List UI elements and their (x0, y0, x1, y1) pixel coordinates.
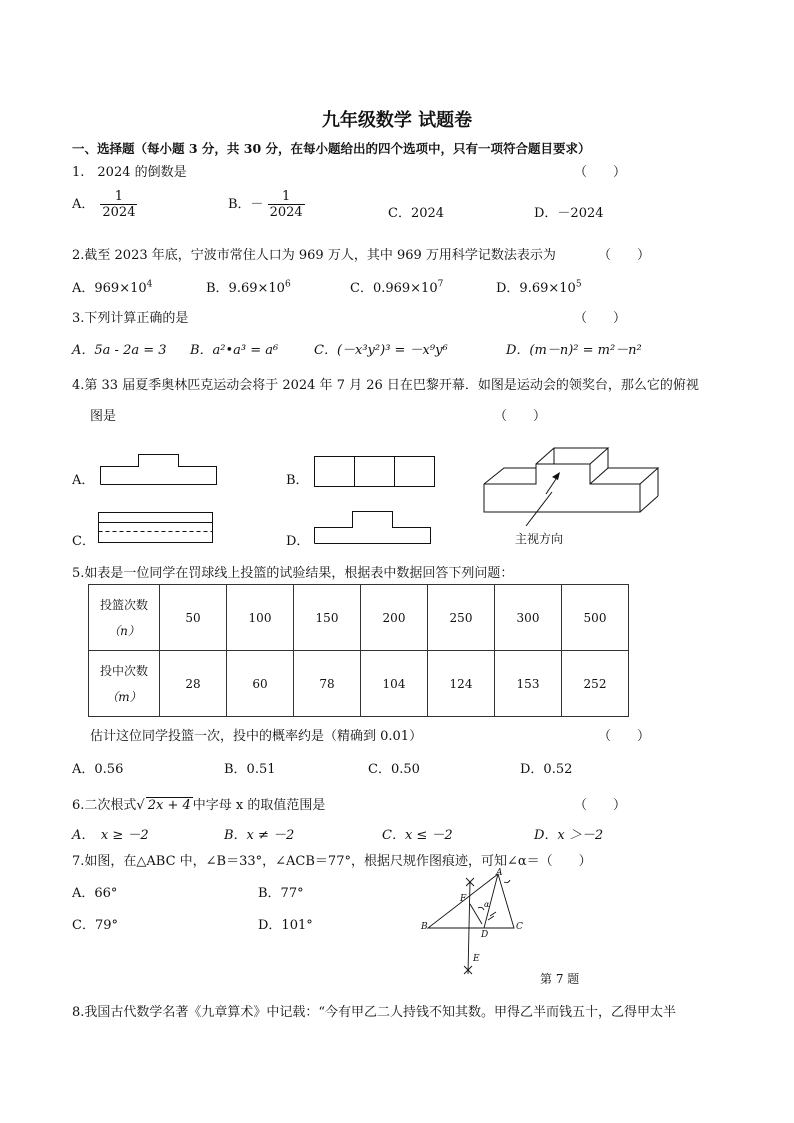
q2-option-b (206, 277, 291, 296)
table-cell: 250 (428, 585, 495, 651)
table-cell: 200 (361, 585, 428, 651)
q2-option-c (350, 277, 443, 296)
q6-stem (72, 794, 325, 813)
sqrt-sign: √ (136, 798, 145, 813)
q4-option-a-label: A． (72, 473, 95, 488)
q7-option-b: B．77° (258, 886, 304, 901)
table-row-hits (89, 651, 629, 717)
q4-option-b-figure (314, 456, 436, 488)
table-cell: 252 (562, 651, 629, 717)
q5-option-d: D．0.52 (520, 762, 573, 777)
q7-option-a: A．66° (72, 886, 118, 901)
label-b: B (421, 922, 428, 932)
q4-stem-line1: 4.第 33 届夏季奥林匹克运动会将于 2024 年 7 月 26 日在巴黎开幕．如图是运动会的领奖台，那么它的俯视 (72, 378, 699, 393)
q1-stem: 1. 2024 的倒数是 (72, 165, 187, 180)
q2-d-exponent: 5 (575, 279, 582, 290)
q6-option-b: B．x ≠ －2 (224, 828, 295, 843)
q4-option-d-label: D． (286, 534, 310, 549)
row-header-hits (89, 651, 160, 717)
table-cell: 300 (495, 585, 562, 651)
q1-option-a (72, 189, 137, 220)
q1-a-denominator: 2024 (102, 205, 136, 220)
label-a: A (496, 868, 503, 878)
q1-a-label: A． (72, 197, 95, 212)
q4-option-a-figure (100, 454, 220, 486)
page-title: 九年级数学 试题卷 (321, 110, 473, 131)
q1-answer-paren: （ ） (574, 165, 627, 180)
q3-option-b: B．a²•a³ = a⁶ (190, 343, 279, 358)
q3-answer-paren: （ ） (574, 311, 627, 326)
q4-caption: 主视方向 (515, 532, 564, 546)
q1-option-c: C．2024 (388, 206, 445, 221)
table-cell: 150 (294, 585, 361, 651)
q3-option-d: D．(m－n)² = m²－n² (506, 343, 642, 358)
q3-option-c: C．(－x³y²)³ = －x⁹y⁶ (314, 343, 448, 358)
section-heading: 一、选择题（每小题 3 分，共 30 分，在每小题给出的四个选项中，只有一项符合题目要求） (72, 141, 591, 156)
q7-option-d: D．101° (258, 918, 313, 933)
table-cell: 104 (361, 651, 428, 717)
q2-b-text: B．9.69×10 (206, 281, 285, 296)
label-d: D (481, 930, 489, 940)
q6-stem-post: 中字母 x 的取值范围是 (192, 798, 326, 813)
q4-podium-figure (480, 440, 670, 550)
label-f: F (460, 894, 467, 904)
table-cell: 28 (160, 651, 227, 717)
q1-option-b (228, 189, 305, 220)
hits-symbol: （m） (106, 689, 142, 704)
q1-b-numerator: 1 (281, 189, 291, 204)
q6-radicand: 2x + 4 (147, 798, 191, 813)
q2-option-d (496, 277, 582, 296)
q7-option-c: C．79° (72, 918, 118, 933)
q4-option-b-label: B． (286, 473, 309, 488)
table-cell: 500 (562, 585, 629, 651)
q6-answer-paren: （ ） (574, 798, 627, 813)
q8-stem: 8.我国古代数学名著《九章算术》中记载：“今有甲乙二人持钱不知其数。甲得乙半而钱五十，乙得甲太半 (72, 1005, 677, 1020)
q6-option-d: D．x ＞－2 (534, 828, 604, 843)
q4-option-d-figure (314, 511, 434, 545)
q5-option-a: A．0.56 (72, 762, 124, 777)
q4-answer-paren: （ ） (494, 409, 547, 424)
q2-a-exponent: 4 (146, 279, 153, 290)
table-row-attempts (89, 585, 629, 651)
q5-data-table (88, 584, 629, 717)
q1-option-d: D．－2024 (534, 206, 604, 221)
label-c: C (516, 922, 523, 932)
q3-option-a: A．5a - 2a = 3 (72, 343, 167, 358)
q2-c-text: C．0.969×10 (350, 281, 438, 296)
q5-option-b: B．0.51 (224, 762, 276, 777)
q5-question: 估计这位同学投篮一次，投中的概率约是（精确到 0.01） (90, 729, 423, 744)
q4-option-c-label: C． (72, 534, 95, 549)
q4-stem-line2: 图是 (90, 409, 117, 424)
table-cell: 78 (294, 651, 361, 717)
q7-caption: 第 7 题 (540, 972, 580, 986)
q2-a-text: A．969×10 (72, 281, 147, 296)
table-cell: 124 (428, 651, 495, 717)
attempts-label: 投篮次数 (99, 597, 148, 612)
table-cell: 60 (227, 651, 294, 717)
q2-c-exponent: 7 (437, 279, 444, 290)
q3-stem: 3.下列计算正确的是 (72, 311, 189, 326)
q1-a-numerator: 1 (114, 189, 124, 204)
q1-b-denominator: 2024 (269, 205, 303, 220)
row-header-attempts (89, 585, 160, 651)
q5-stem: 5.如表是一位同学在罚球线上投篮的试验结果，根据表中数据回答下列问题： (72, 566, 514, 581)
q7-stem: 7.如图，在△ABC 中，∠B＝33°，∠ACB＝77°，根据尺规作图痕迹，可知∠α＝（ ） (72, 854, 592, 869)
label-alpha: α (484, 900, 490, 909)
attempts-symbol: （n） (108, 623, 140, 638)
q6-stem-pre: 6.二次根式 (72, 798, 137, 813)
hits-label: 投中次数 (99, 663, 148, 678)
table-cell: 50 (160, 585, 227, 651)
q1-b-label: B．－ (228, 197, 264, 212)
table-cell: 100 (227, 585, 294, 651)
q4-option-c-figure (98, 512, 214, 544)
q2-d-text: D．9.69×10 (496, 281, 576, 296)
q6-option-a: A． x ≥ －2 (72, 828, 149, 843)
table-cell: 153 (495, 651, 562, 717)
q2-answer-paren: （ ） (598, 248, 651, 263)
q5-answer-paren: （ ） (598, 729, 651, 744)
q5-option-c: C．0.50 (368, 762, 420, 777)
q6-option-c: C．x ≤ －2 (382, 828, 453, 843)
q2-b-exponent: 6 (284, 279, 291, 290)
q2-stem: 2.截至 2023 年底，宁波市常住人口为 969 万人，其中 969 万用科学记数法表示为 (72, 248, 556, 263)
q2-option-a (72, 277, 152, 296)
label-e: E (473, 954, 480, 964)
